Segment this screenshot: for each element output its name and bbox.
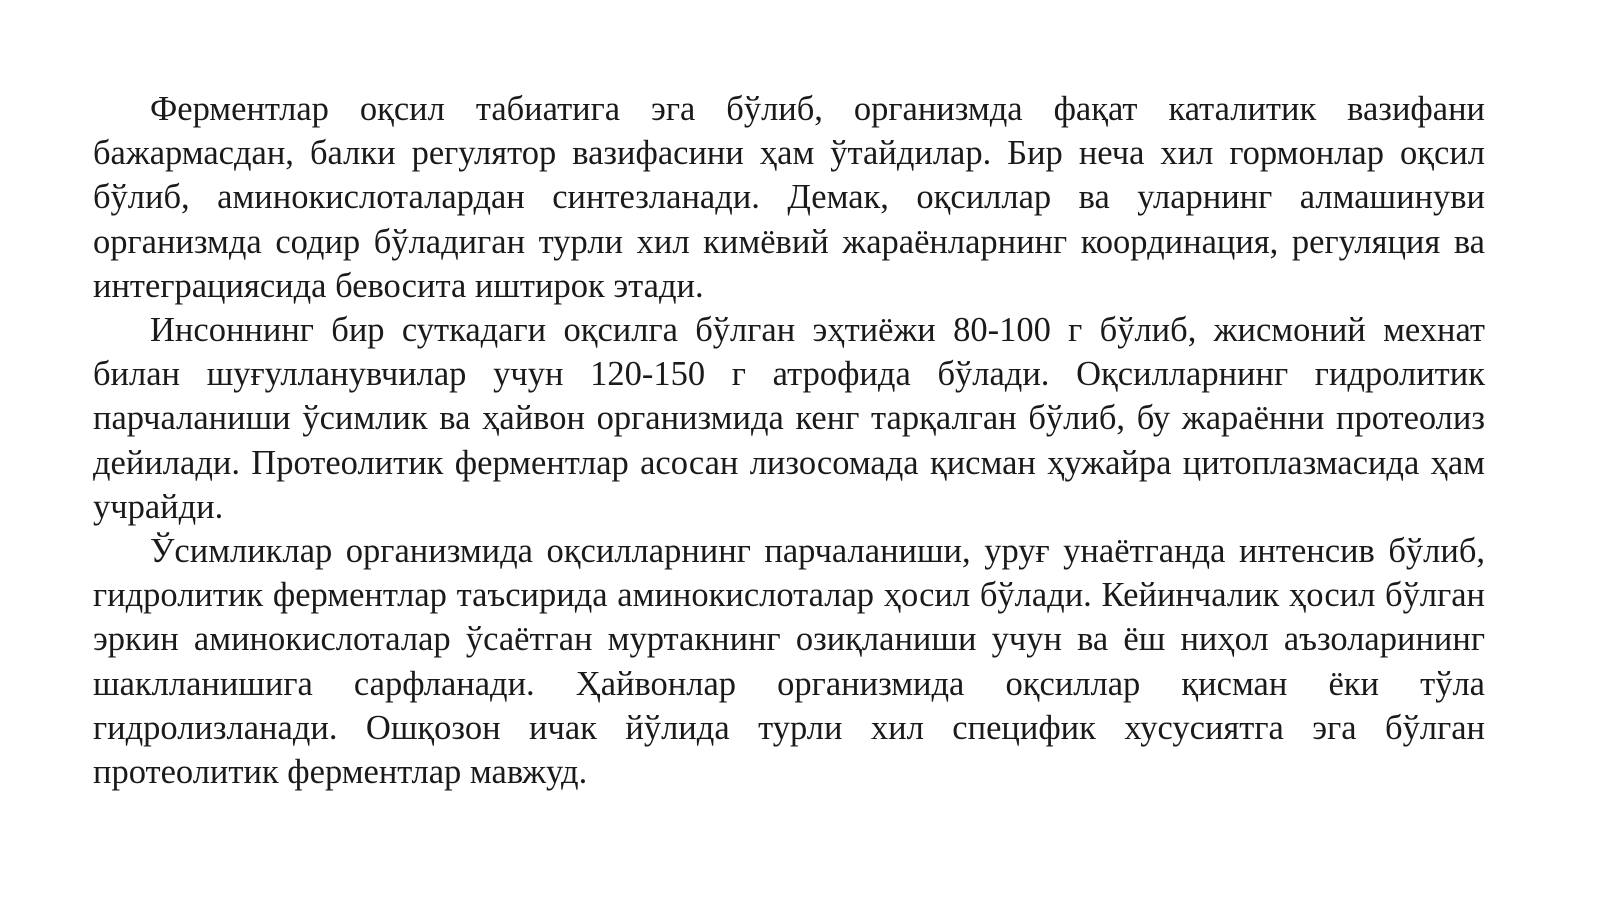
paragraph-3: Ўсимликлар организмида оқсилларнинг парчаланиши, уруғ унаётганда интенсив бўлиб, гидролитик ферментлар таъсирида аминокислоталар ҳосил бўлади. Кейинчалик ҳосил бўлган эркин аминокислоталар ўсаётган муртакнинг озиқланиши учун ва ёш ниҳол аъзоларининг шаклланишига сарфланади. Ҳайвонлар организмида оқсиллар қисман ёки тўла гидролизланади. Ошқозон ичак йўлида турли хил специфик хусусиятга эга бўлган протеолитик ферментлар мавжуд. [93, 532, 1485, 792]
paragraph-1: Ферментлар оқсил табиатига эга бўлиб, организмда фақат каталитик вазифани бажармасдан, балки регулятор вазифасини ҳам ўтайдилар. Бир неча хил гормонлар оқсил бўлиб, аминокислоталардан синтезланади. Демак, оқсиллар ва уларнинг алмашинуви организмда содир бўладиган турли хил кимёвий жараёнларнинг координация, регуляция ва интеграциясида бевосита иштирок этади. [93, 90, 1485, 305]
paragraph-2: Инсоннинг бир суткадаги оқсилга бўлган эҳтиёжи 80-100 г бўлиб, жисмоний мехнат билан шуғулланувчилар учун 120-150 г атрофида бўлади. Оқсилларнинг гидролитик парчаланиши ўсимлик ва ҳайвон организмида кенг тарқалган бўлиб, бу жараённи протеолиз дейилади. Протеолитик ферментлар асосан лизосомада қисман ҳужайра цитоплазмасида ҳам учрайди. [93, 311, 1485, 526]
text-body [93, 87, 1485, 794]
